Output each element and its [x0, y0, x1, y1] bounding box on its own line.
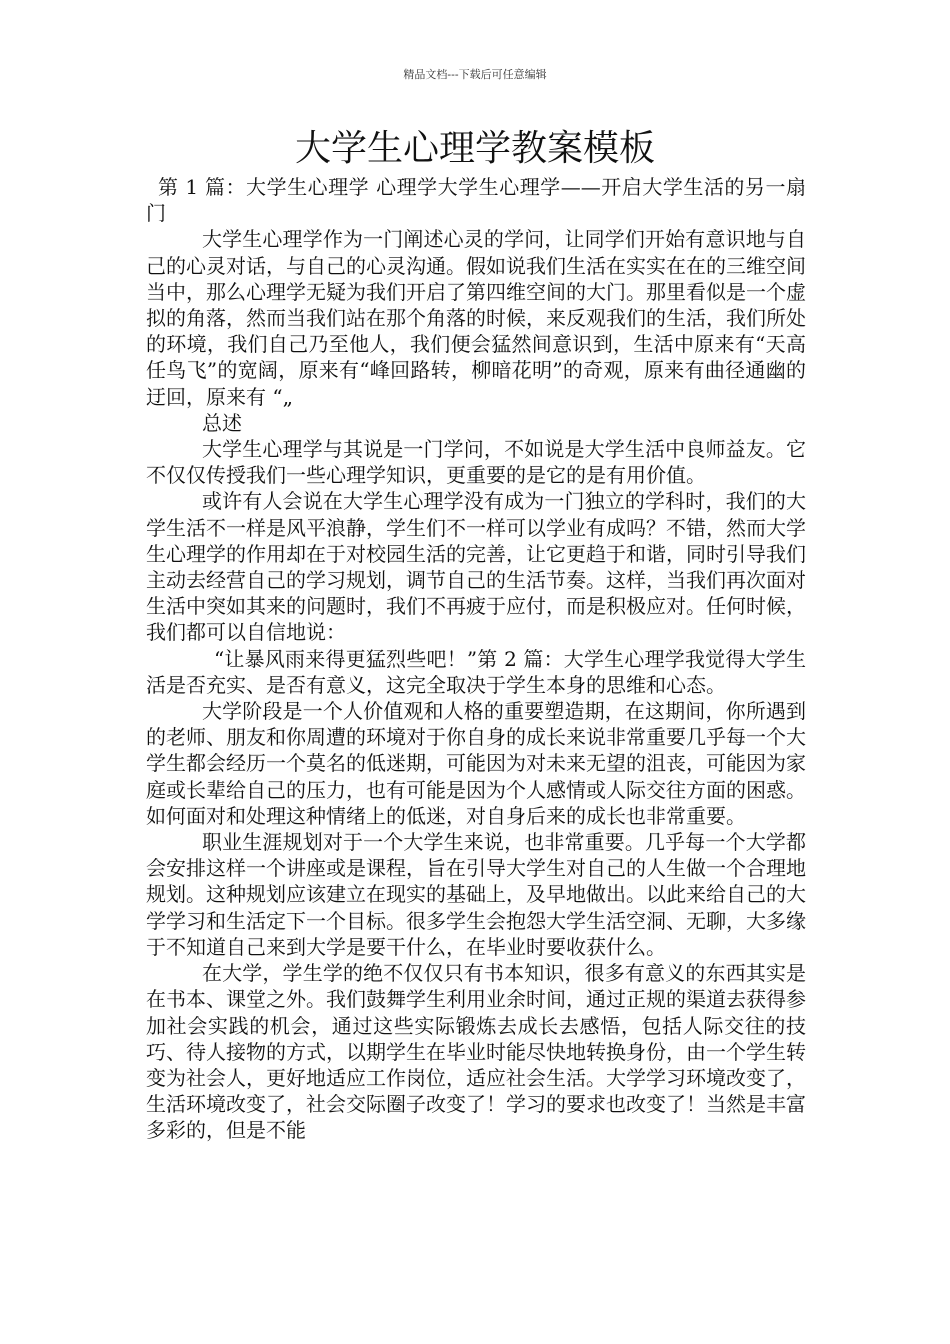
document-body [146, 174, 806, 1144]
paragraph-university-stage: 大学阶段是一个人价值观和人格的重要塑造期，在这期间，你所遇到的老师、朋友和你周遭的环境对于你自身的成长来说非常重要几乎每一个大学生都会经历一个莫名的低迷期，可能因为对未来无望的沮丧，可能因为家庭或长辈给自己的压力，也有可能是因为个人感情或人际交往方面的困惑。如何面对和处理这种情绪上的低迷，对自身后来的成长也非常重要。 [146, 699, 806, 828]
section-1-heading: 第 1 篇：大学生心理学 心理学大学生心理学——开启大学生活的另一扇门 [146, 175, 806, 226]
paragraph-section-2: “让暴风雨来得更猛烈些吧！”第 2 篇：大学生心理学我觉得大学生活是否充实、是否有意义，这完全取决于学生本身的思维和心态。 [146, 646, 806, 697]
paragraph-intro: 大学生心理学作为一门阐述心灵的学问，让同学们开始有意识地与自己的心灵对话，与自己的心灵沟通。假如说我们生活在实实在在的三维空间当中，那么心理学无疑为我们开启了第四维空间的大门。那里看似是一个虚拟的角落，然而当我们站在那个角落的时候，来反观我们的生活，我们所处的环境，我们自己乃至他人，我们便会猛然间意识到，生活中原来有“天高任鸟飞”的宽阔，原来有“峰回路转，柳暗花明”的奇观，原来有曲径通幽的迂回，原来有 “„ [146, 227, 806, 409]
header-note: 精品文档---下载后可任意编辑 [403, 68, 547, 81]
paragraph-career-planning: 职业生涯规划对于一个大学生来说，也非常重要。几乎每一个大学都会安排这样一个讲座或是课程，旨在引导大学生对自己的人生做一个合理地规划。这种规划应该建立在现实的基础上，及早地做出。以此来给自己的大学学习和生活定下一个目标。很多学生会抱怨大学生活空洞、无聊，大多缘于不知道自己来到大学是要干什么，在毕业时要收获什么。 [146, 830, 806, 959]
document-title: 大学生心理学教案模板 [294, 128, 655, 169]
paragraph-perhaps: 或许有人会说在大学生心理学没有成为一门独立的学科时，我们的大学生活不一样是风平浪静，学生们不一样可以学业有成吗？不错，然而大学生心理学的作用却在于对校园生活的完善，让它更趋于和谐，同时引导我们主动去经营自己的学习规划，调节自己的生活节奏。这样，当我们再次面对生活中突如其来的问题时，我们不再疲于应付，而是积极应对。任何时候，我们都可以自信地说： [146, 489, 806, 645]
paragraph-in-university: 在大学，学生学的绝不仅仅只有书本知识，很多有意义的东西其实是在书本、课堂之外。我们鼓舞学生利用业余时间，通过正规的渠道去获得参加社会实践的机会，通过这些实际锻炼去成长去感悟，包括人际交往的技巧、待人接物的方式，以期学生在毕业时能尽快地转换身份，由一个学生转变为社会人，更好地适应工作岗位，适应社会生活。大学学习环境改变了，生活环境改变了，社会交际圈子改变了！学习的要求也改变了！当然是丰富多彩的，但是不能 [146, 961, 806, 1143]
paragraph-summary-label: 总述 [202, 410, 242, 435]
paragraph-summary: 大学生心理学与其说是一门学问，不如说是大学生活中良师益友。它不仅仅传授我们一些心理学知识，更重要的是它的是有用价值。 [146, 437, 806, 488]
